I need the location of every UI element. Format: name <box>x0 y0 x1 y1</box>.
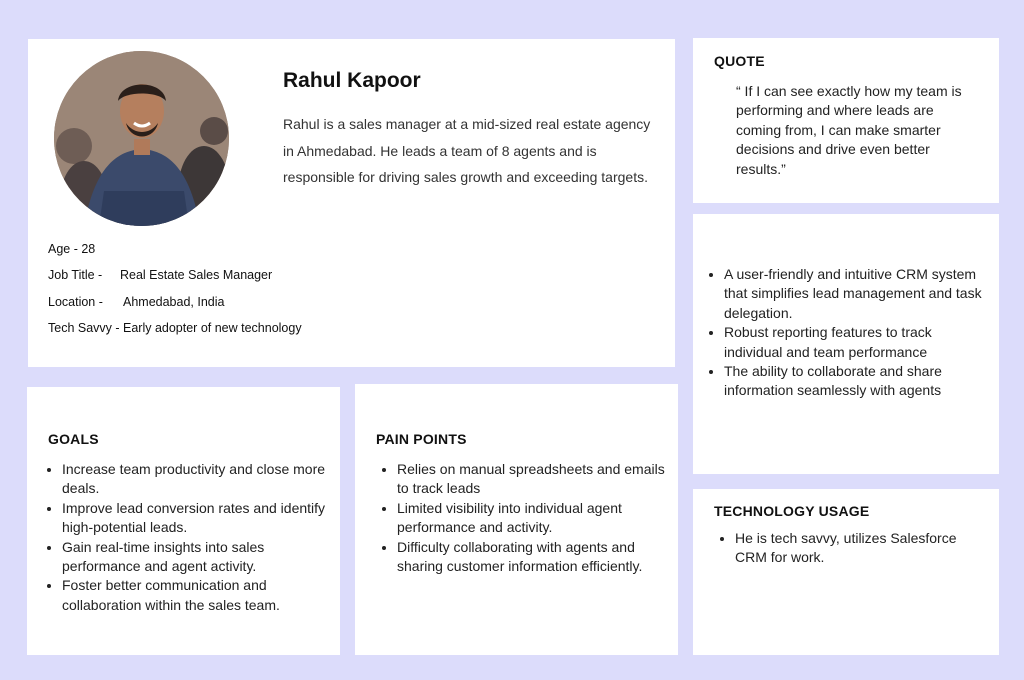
person-photo-icon <box>54 51 229 226</box>
list-item: • Increase team productivity and close more deals. <box>62 460 330 499</box>
list-item: • Gain real-time insights into sales performance and agent activity. <box>62 538 330 577</box>
fact-job-value: Real Estate Sales Manager <box>120 268 273 283</box>
technology-usage-list <box>721 529 985 568</box>
technology-usage-card <box>693 489 999 655</box>
quote-heading: QUOTE <box>714 53 765 69</box>
fact-location-value: Ahmedabad, India <box>123 294 225 309</box>
quote-card <box>693 38 999 203</box>
profile-card <box>28 39 675 367</box>
list-item: • The ability to collaborate and share information seamlessly with agents <box>724 362 986 401</box>
persona-name: Rahul Kapoor <box>283 69 421 92</box>
fact-tech-label: Tech Savvy - <box>48 320 120 335</box>
list-item: • Improve lead conversion rates and identify high-potential leads. <box>62 499 330 538</box>
goals-card <box>27 387 340 655</box>
needs-card <box>693 214 999 474</box>
fact-job-title <box>48 268 302 294</box>
fact-location <box>48 295 302 321</box>
fact-tech-savvy <box>48 321 302 347</box>
needs-list <box>710 265 986 401</box>
goals-list <box>48 460 330 615</box>
list-item: • Difficulty collaborating with agents and sharing customer information efficiently. <box>397 538 677 577</box>
quote-text: “ If I can see exactly how my team is performing and where leads are coming from, I can make smarter decisions and drive even better results.” <box>736 83 962 177</box>
fact-age <box>48 242 302 268</box>
list-item: • Robust reporting features to track individual and team performance <box>724 323 986 362</box>
fact-age-text: Age - 28 <box>48 242 96 256</box>
pain-points-card <box>355 384 678 655</box>
list-item: • A user-friendly and intuitive CRM system that simplifies lead management and task delegation. <box>724 265 986 323</box>
persona-facts <box>48 242 302 347</box>
goals-heading: GOALS <box>48 431 99 447</box>
pain-points-heading: PAIN POINTS <box>376 431 467 447</box>
fact-location-label: Location - <box>48 294 103 309</box>
fact-tech-value: Early adopter of new technology <box>123 320 302 335</box>
list-item: • Relies on manual spreadsheets and emails to track leads <box>397 460 677 499</box>
list-item: • Limited visibility into individual agent performance and activity. <box>397 499 677 538</box>
list-item: • He is tech savvy, utilizes Salesforce CRM for work. <box>735 529 985 568</box>
avatar <box>54 51 229 226</box>
persona-bio: Rahul is a sales manager at a mid-sized real estate agency in Ahmedabad. He leads a team of 8 agents and is responsible for driving sales growth and exceeding targets. <box>283 116 651 185</box>
pain-points-list <box>383 460 677 576</box>
technology-usage-heading: TECHNOLOGY USAGE <box>714 503 870 519</box>
list-item: • Foster better communication and collaboration within the sales team. <box>62 576 330 615</box>
fact-job-label: Job Title - <box>48 268 103 283</box>
